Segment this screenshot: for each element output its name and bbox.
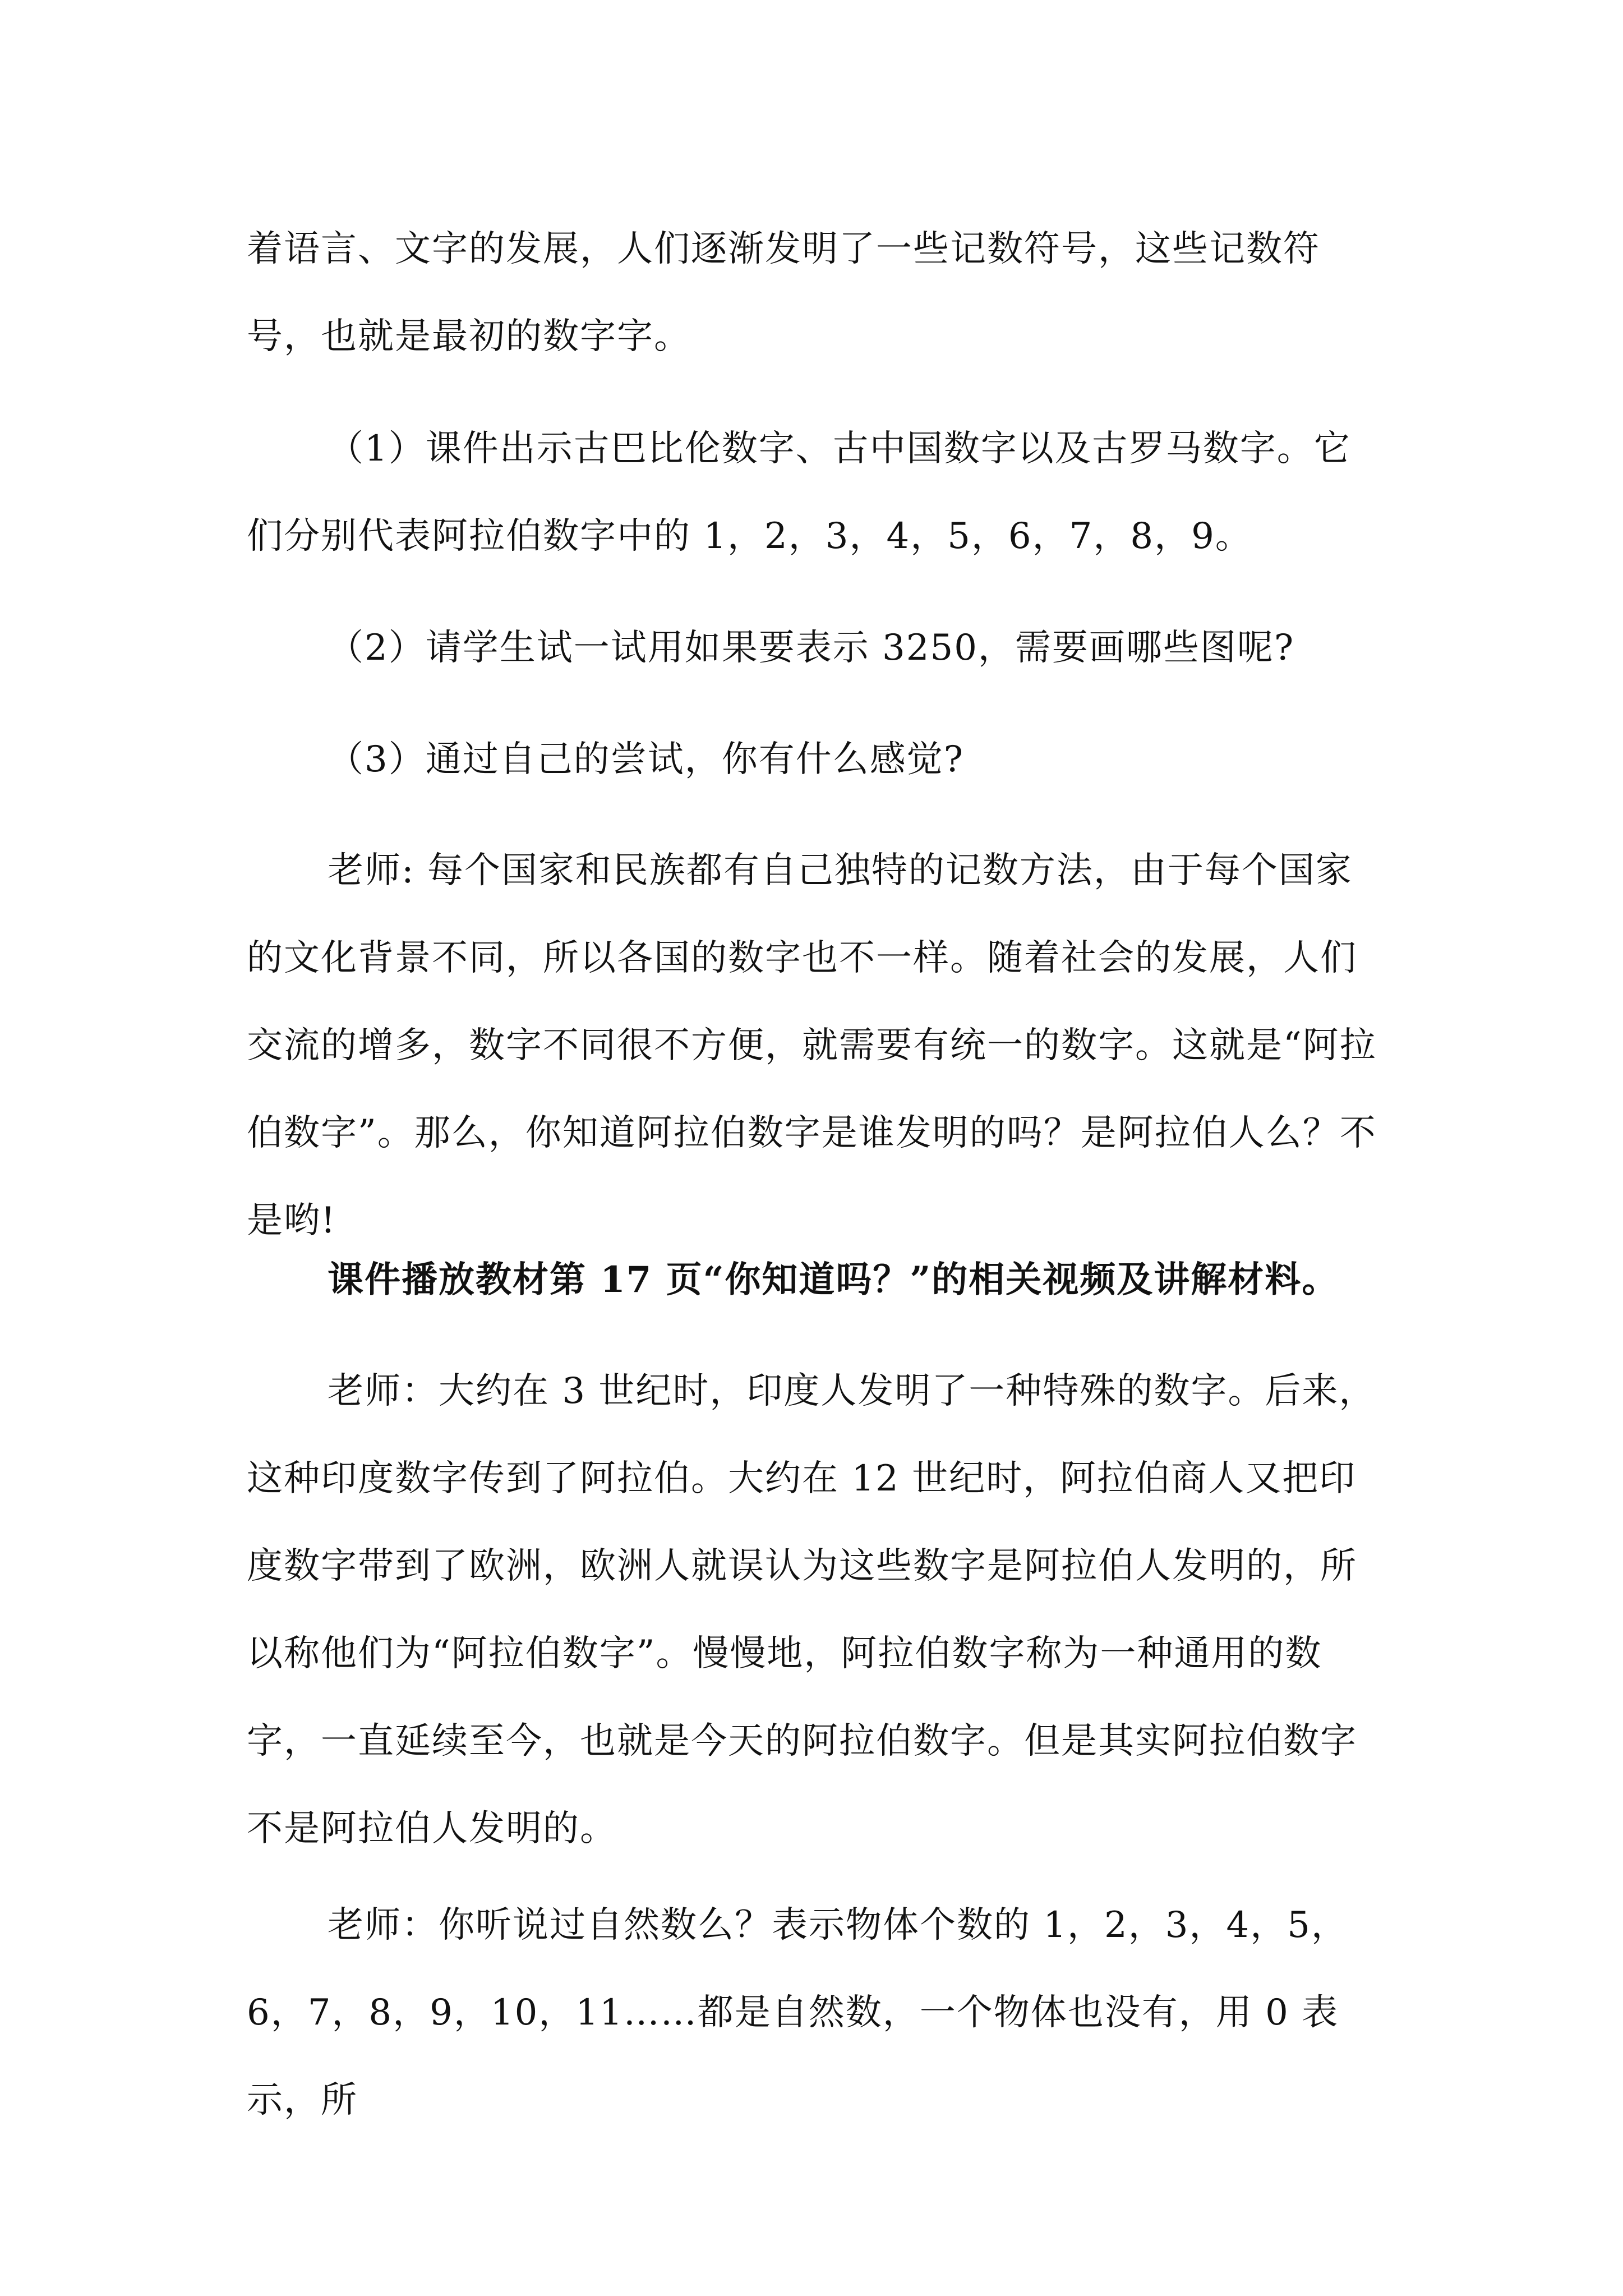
paragraph-teacher-2: 老师：大约在 3 世纪时，印度人发明了一种特殊的数字。后来，这种印度数字传到了阿拉伯。大约在 12 世纪时，阿拉伯商人又把印度数字带到了欧洲，欧洲人就误认为这些数字是阿拉伯人发明的，所以称他们为“阿拉伯数字”。慢慢地，阿拉伯数字称为一种通用的数字，一直延续至今，也就是今天的阿拉伯数字。但是其实阿拉伯数字不是阿拉伯人发明的。	[247, 1370, 1376, 1849]
paragraph-continuation: 着语言、文字的发展，人们逐渐发明了一些记数符号，这些记数符号，也就是最初的数字字。	[247, 228, 1320, 357]
paragraph-teacher-1: 老师: 每个国家和民族都有自己独特的记数方法，由于每个国家的文化背景不同，所以各国的数字也不一样。随着社会的发展，人们交流的增多，数字不同很不方便，就需要有统一的数字。这就是“阿拉伯数字”。那么，你知道阿拉伯数字是谁发明的吗？是阿拉伯人么？不是哟!	[247, 850, 1377, 1241]
paragraph-step-3: （3）通过自己的尝试，你有什么感觉?	[328, 739, 965, 780]
paragraph-courseware-note: 课件播放教材第 17 页“你知道吗？”的相关视频及讲解材料。	[328, 1259, 1339, 1301]
paragraph-step-2: （2）请学生试一试用如果要表示 3250，需要画哪些图呢?	[328, 627, 1295, 669]
paragraph-teacher-3: 老师：你听说过自然数么？表示物体个数的 1，2，3，4，5，6，7，8，9，10，11……都是自然数，一个物体也没有，用 0 表示，所	[247, 1904, 1348, 2121]
paragraph-step-1: （1）课件出示古巴比伦数字、古中国数字以及古罗马数字。它们分别代表阿拉伯数字中的 1，2，3，4，5，6，7，8，9。	[247, 428, 1351, 557]
